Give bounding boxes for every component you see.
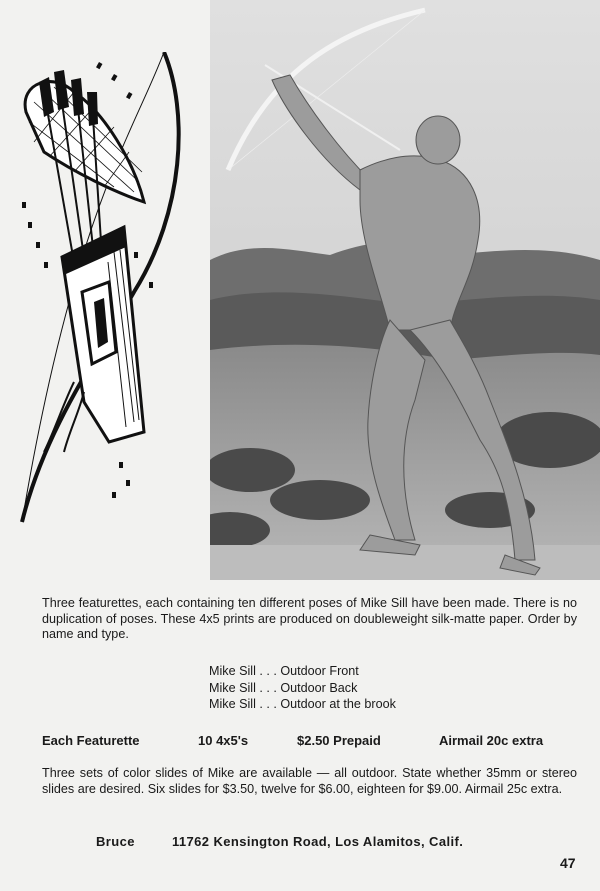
pricing-quantity: 10 4x5's [198, 733, 249, 748]
page-number: 47 [560, 855, 576, 871]
pose-item-brook: Mike Sill . . . Outdoor at the brook [209, 697, 396, 711]
pricing-price: $2.50 Prepaid [297, 733, 381, 748]
pose-item-front: Mike Sill . . . Outdoor Front [209, 664, 359, 678]
archer-photograph [210, 0, 600, 580]
address-street: 11762 Kensington Road, Los Alamitos, Calif. [172, 834, 464, 849]
pricing-airmail: Airmail 20c extra [439, 733, 544, 748]
description-paragraph: Three featurettes, each containing ten different poses of Mike Sill have been made. There is no duplication of poses. These 4x5 prints are produced on doubleweight silk-matte paper. Order by name and type. [42, 596, 577, 641]
slides-paragraph: Three sets of color slides of Mike are available — all outdoor. State whether 35mm or stereo slides are desired. Six slides for $3.50, twelve for $6.00, eighteen for $9.00. Airmail 25c extra. [42, 766, 577, 796]
address-name: Bruce [96, 834, 135, 849]
pose-item-back: Mike Sill . . . Outdoor Back [209, 680, 358, 695]
quiver-illustration [14, 52, 194, 532]
pricing-item: Each Featurette [42, 733, 140, 748]
poses-list [209, 663, 469, 713]
